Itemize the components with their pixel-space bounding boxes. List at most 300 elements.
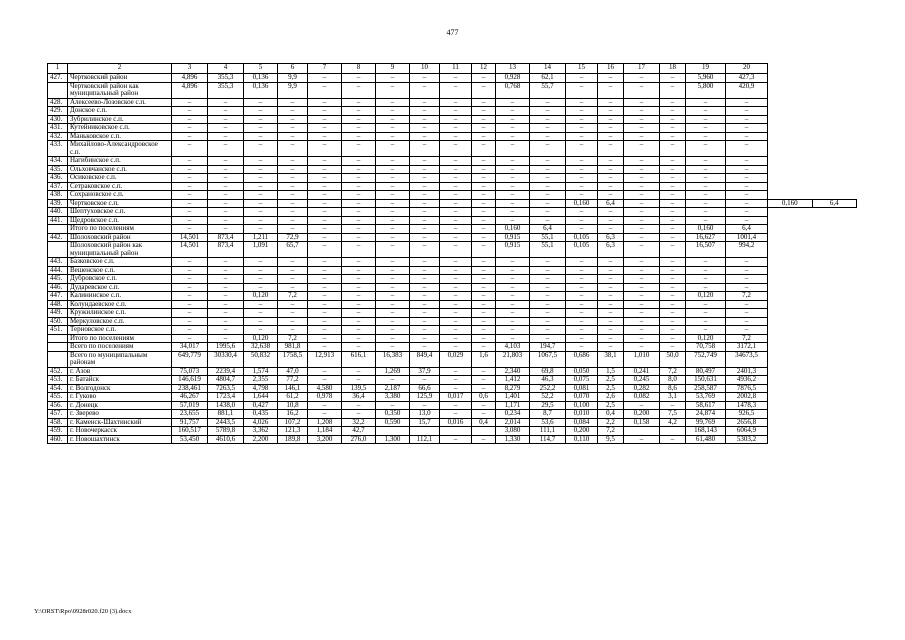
table-cell: 69,8 [530, 367, 566, 376]
table-cell: – [376, 132, 410, 141]
table-cell: 61,480 [686, 435, 726, 444]
table-cell: – [472, 326, 496, 335]
table-cell: 37,9 [410, 367, 440, 376]
row-name: Колундаевское с.п. [68, 300, 172, 309]
table-cell: – [278, 266, 308, 275]
table-cell: – [440, 266, 472, 275]
table-cell [376, 427, 410, 436]
table-cell: – [598, 283, 624, 292]
table-cell: – [278, 165, 308, 174]
table-cell: – [376, 233, 410, 242]
table-cell: 276,0 [342, 435, 376, 444]
table-cell: 160,517 [172, 427, 208, 436]
table-cell: – [308, 292, 342, 301]
table-cell: – [686, 283, 726, 292]
table-cell: – [440, 174, 472, 183]
row-number: 444. [48, 266, 68, 275]
column-header: 14 [530, 64, 566, 74]
table-cell: 1067,5 [530, 351, 566, 367]
row-name: Осиковское с.п. [68, 174, 172, 183]
table-cell: – [244, 283, 278, 292]
table-cell: 1723,4 [208, 393, 244, 402]
table-cell: – [496, 208, 530, 217]
table-cell: 0,915 [496, 233, 530, 242]
table-cell: 0,081 [566, 384, 598, 393]
table-row [48, 334, 857, 343]
table-cell: 7,2 [278, 292, 308, 301]
table-cell: – [726, 132, 768, 141]
table-cell: – [208, 191, 244, 200]
table-cell: – [208, 275, 244, 284]
table-cell: – [440, 292, 472, 301]
table-cell: 21,803 [496, 351, 530, 367]
table-cell: – [472, 300, 496, 309]
table-cell: – [726, 309, 768, 318]
table-cell: – [308, 74, 342, 83]
table-cell [472, 427, 496, 436]
table-cell: – [598, 216, 624, 225]
row-name: Нагибинское с.п. [68, 157, 172, 166]
table-cell: – [308, 376, 342, 385]
table-cell: – [496, 326, 530, 335]
table-cell: – [342, 317, 376, 326]
table-cell: – [598, 115, 624, 124]
table-cell: – [410, 334, 440, 343]
table-cell: – [726, 266, 768, 275]
table-cell: 194,7 [530, 343, 566, 352]
table-cell: – [308, 242, 342, 258]
table-cell: – [660, 300, 686, 309]
table-cell: – [496, 266, 530, 275]
table-cell: – [376, 124, 410, 133]
table-cell: – [208, 141, 244, 157]
table-cell: 5,960 [686, 74, 726, 83]
table-cell: – [624, 199, 660, 208]
table-cell: 752,749 [686, 351, 726, 367]
table-cell: – [208, 334, 244, 343]
table-cell: – [410, 115, 440, 124]
table-cell: 0,120 [686, 334, 726, 343]
table-cell: – [530, 309, 566, 318]
table-cell: – [342, 410, 376, 419]
table-cell: – [342, 82, 376, 98]
row-name: г. Новочеркасск [68, 427, 172, 436]
row-number: 446. [48, 283, 68, 292]
table-cell: – [308, 334, 342, 343]
table-cell: 0,160 [496, 225, 530, 234]
table-header-row [48, 64, 857, 74]
table-cell: – [410, 275, 440, 284]
row-name: г. Азов [68, 367, 172, 376]
table-cell: – [342, 367, 376, 376]
row-number: 457. [48, 410, 68, 419]
table-cell: 12,913 [308, 351, 342, 367]
table-cell: – [278, 98, 308, 107]
table-cell: – [660, 292, 686, 301]
table-cell: – [342, 258, 376, 267]
table-cell: 2,6 [598, 393, 624, 402]
table-cell: – [308, 258, 342, 267]
table-cell: – [660, 132, 686, 141]
table-cell: – [342, 275, 376, 284]
table-cell: – [410, 401, 440, 410]
table-cell: 1001,4 [726, 233, 768, 242]
table-cell: – [172, 317, 208, 326]
table-cell: – [660, 182, 686, 191]
table-cell: – [410, 216, 440, 225]
table-cell: – [496, 275, 530, 284]
table-cell: – [598, 300, 624, 309]
table-cell: – [598, 157, 624, 166]
table-cell: – [472, 317, 496, 326]
table-cell: – [624, 208, 660, 217]
table-cell: – [472, 275, 496, 284]
table-cell: – [244, 275, 278, 284]
table-cell: – [598, 326, 624, 335]
table-cell: 881,1 [208, 410, 244, 419]
table-cell: – [566, 309, 598, 318]
table-cell: 355,3 [208, 82, 244, 98]
column-header: 11 [440, 64, 472, 74]
table-cell: – [660, 233, 686, 242]
table-cell: 0,136 [244, 74, 278, 83]
table-row [48, 384, 857, 393]
table-cell: – [244, 191, 278, 200]
table-cell: – [244, 326, 278, 335]
table-cell: 4,896 [172, 82, 208, 98]
table-cell: – [410, 292, 440, 301]
table-cell: 1,010 [624, 351, 660, 367]
table-cell: 5303,2 [726, 435, 768, 444]
table-cell: – [624, 401, 660, 410]
table-cell: – [308, 208, 342, 217]
table-cell: – [308, 132, 342, 141]
table-cell: – [530, 258, 566, 267]
table-cell: – [440, 182, 472, 191]
table-cell: 16,627 [686, 233, 726, 242]
row-name: Шолоховский район как муниципальный район [68, 242, 172, 258]
table-cell: – [376, 174, 410, 183]
table-cell: 0,234 [496, 410, 530, 419]
table-cell: – [278, 199, 308, 208]
table-cell: – [530, 275, 566, 284]
row-name: Шолоховский район [68, 233, 172, 242]
table-cell: – [726, 115, 768, 124]
table-cell: – [566, 292, 598, 301]
table-row [48, 343, 857, 352]
table-cell: 29,5 [530, 401, 566, 410]
table-cell: – [598, 258, 624, 267]
table-cell: – [278, 317, 308, 326]
table-cell: – [686, 157, 726, 166]
table-cell: – [624, 292, 660, 301]
table-cell: – [686, 182, 726, 191]
table-cell: 57,019 [172, 401, 208, 410]
table-row [48, 208, 857, 217]
table-cell: 1,5 [598, 367, 624, 376]
table-cell: 150,631 [686, 376, 726, 385]
table-cell: – [440, 233, 472, 242]
table-cell: – [660, 174, 686, 183]
table-cell: – [530, 300, 566, 309]
table-cell: – [308, 266, 342, 275]
table-cell: 616,1 [342, 351, 376, 367]
table-cell: – [598, 208, 624, 217]
table-row [48, 74, 857, 83]
row-name: Итого по поселениям [68, 225, 172, 234]
table-cell: – [660, 98, 686, 107]
table-cell: – [686, 124, 726, 133]
table-cell: – [566, 174, 598, 183]
table-cell: – [496, 115, 530, 124]
table-cell: – [342, 225, 376, 234]
table-cell: 58,617 [686, 401, 726, 410]
table-cell: – [530, 216, 566, 225]
table-cell: – [244, 98, 278, 107]
table-cell: – [278, 107, 308, 116]
table-cell: – [686, 216, 726, 225]
table-cell: – [496, 309, 530, 318]
table-cell: – [472, 98, 496, 107]
table-cell: – [598, 292, 624, 301]
table-cell: – [278, 208, 308, 217]
table-cell: – [566, 334, 598, 343]
table-cell: 3,200 [308, 435, 342, 444]
table-cell: – [496, 165, 530, 174]
table-cell: 4,2 [660, 418, 686, 427]
table-cell: 8,0 [660, 376, 686, 385]
table-cell: 16,383 [376, 351, 410, 367]
table-cell: 13,0 [410, 410, 440, 419]
table-cell: – [472, 367, 496, 376]
table-cell: – [208, 292, 244, 301]
row-name: Михайлово-Александровское с.п. [68, 141, 172, 157]
table-cell: – [376, 242, 410, 258]
table-cell: 34673,5 [726, 351, 768, 367]
column-header: 18 [660, 64, 686, 74]
table-row [48, 233, 857, 242]
table-cell: – [208, 98, 244, 107]
table-cell: 0,120 [244, 292, 278, 301]
table-cell: 16,507 [686, 242, 726, 258]
table-cell: – [598, 266, 624, 275]
table-cell: – [440, 343, 472, 352]
table-cell: – [598, 82, 624, 98]
table-cell: 1,211 [244, 233, 278, 242]
table-cell: 2239,4 [208, 367, 244, 376]
table-cell: – [376, 258, 410, 267]
table-cell: – [624, 309, 660, 318]
table-cell: – [496, 174, 530, 183]
table-cell: – [566, 300, 598, 309]
table-cell: 7,2 [726, 334, 768, 343]
table-cell: 42,7 [342, 427, 376, 436]
table-cell: 70,758 [686, 343, 726, 352]
table-cell: – [244, 317, 278, 326]
table-cell: 1,412 [496, 376, 530, 385]
table-cell: – [472, 74, 496, 83]
table-cell: – [530, 132, 566, 141]
row-number: 438. [48, 191, 68, 200]
row-name: г. Каменск-Шахтинский [68, 418, 172, 427]
table-cell: – [376, 191, 410, 200]
table-cell: – [686, 165, 726, 174]
table-cell: – [278, 283, 308, 292]
table-cell: – [376, 309, 410, 318]
row-name: Маньковское с.п. [68, 132, 172, 141]
table-cell: – [208, 225, 244, 234]
row-name: Зубрилинское с.п. [68, 115, 172, 124]
table-cell: – [530, 191, 566, 200]
table-cell: 0,100 [566, 401, 598, 410]
row-number: 429. [48, 107, 68, 116]
table-cell: – [342, 107, 376, 116]
table-cell: 9,9 [278, 74, 308, 83]
table-cell: – [410, 309, 440, 318]
table-cell: – [172, 283, 208, 292]
table-cell: – [244, 124, 278, 133]
table-cell: 125,9 [410, 393, 440, 402]
table-cell: – [472, 208, 496, 217]
table-cell: 7,2 [726, 292, 768, 301]
row-number: 432. [48, 132, 68, 141]
table-cell: 2,200 [244, 435, 278, 444]
table-cell: – [244, 141, 278, 157]
table-cell: – [410, 225, 440, 234]
table-cell: – [342, 165, 376, 174]
table-row [48, 326, 857, 335]
table-cell: – [308, 165, 342, 174]
row-number: 434. [48, 157, 68, 166]
table-cell: – [342, 242, 376, 258]
table-cell: 72,9 [278, 233, 308, 242]
table-cell: 1,208 [308, 418, 342, 427]
table-cell: – [726, 98, 768, 107]
table-cell: – [660, 124, 686, 133]
table-cell: – [342, 292, 376, 301]
table-cell: – [244, 107, 278, 116]
table-cell: – [472, 435, 496, 444]
table-cell: – [496, 334, 530, 343]
table-cell: – [308, 182, 342, 191]
table-cell: – [726, 124, 768, 133]
table-cell: – [598, 225, 624, 234]
table-cell: – [308, 124, 342, 133]
table-cell: – [376, 199, 410, 208]
table-cell: – [244, 199, 278, 208]
table-cell: 3,1 [660, 393, 686, 402]
table-cell: – [278, 174, 308, 183]
table-cell: – [244, 208, 278, 217]
table-cell: – [208, 182, 244, 191]
table-cell: – [208, 157, 244, 166]
table-cell: – [726, 283, 768, 292]
table-cell: – [244, 174, 278, 183]
row-number: 456. [48, 401, 68, 410]
row-name: Сетраковское с.п. [68, 182, 172, 191]
column-header: 10 [410, 64, 440, 74]
table-cell: – [660, 107, 686, 116]
table-cell: 0,110 [566, 435, 598, 444]
table-cell: 1,401 [496, 393, 530, 402]
table-cell: – [440, 410, 472, 419]
table-cell: – [598, 182, 624, 191]
table-cell: 15,7 [410, 418, 440, 427]
row-name: Ольховчанское с.п. [68, 165, 172, 174]
table-cell: – [686, 199, 726, 208]
table-cell: 10,8 [278, 401, 308, 410]
table-cell: – [376, 334, 410, 343]
table-cell: 7,2 [278, 334, 308, 343]
row-number: 433. [48, 141, 68, 157]
row-number: 453. [48, 376, 68, 385]
table-cell: – [472, 124, 496, 133]
table-cell: – [172, 309, 208, 318]
table-cell [624, 427, 660, 436]
table-row [48, 82, 857, 98]
table-cell: – [598, 343, 624, 352]
table-cell: – [308, 300, 342, 309]
table-cell: – [440, 124, 472, 133]
table-cell: 46,267 [172, 393, 208, 402]
table-cell: – [624, 275, 660, 284]
table-cell: – [598, 165, 624, 174]
table-cell: 0,105 [566, 242, 598, 258]
table-cell: – [308, 141, 342, 157]
table-cell: – [530, 283, 566, 292]
table-cell: 2443,5 [208, 418, 244, 427]
table-cell: – [342, 266, 376, 275]
row-number [48, 343, 68, 352]
table-cell: – [376, 266, 410, 275]
table-cell: – [624, 233, 660, 242]
table-cell: – [208, 258, 244, 267]
row-name: Чертковское с.п. [68, 199, 172, 208]
table-cell: – [726, 258, 768, 267]
table-cell: 24,874 [686, 410, 726, 419]
column-header: 6 [278, 64, 308, 74]
table-cell: 8,6 [660, 384, 686, 393]
table-cell: – [566, 157, 598, 166]
table-cell: – [342, 157, 376, 166]
row-name: Дубровское с.п. [68, 275, 172, 284]
table-cell: 16,2 [278, 410, 308, 419]
row-number: 455. [48, 393, 68, 402]
table-cell: – [566, 275, 598, 284]
table-cell: – [472, 384, 496, 393]
table-cell: 99,769 [686, 418, 726, 427]
table-cell: – [624, 107, 660, 116]
table-cell: – [308, 401, 342, 410]
table-cell: – [278, 216, 308, 225]
table-cell: – [472, 174, 496, 183]
table-cell: – [598, 74, 624, 83]
table-row [48, 107, 857, 116]
table-cell: – [496, 258, 530, 267]
table-cell: 1,574 [244, 367, 278, 376]
table-cell: 0,010 [566, 410, 598, 419]
table-cell: – [342, 141, 376, 157]
table-cell: 2401,3 [726, 367, 768, 376]
table-cell: – [660, 317, 686, 326]
table-cell: – [530, 107, 566, 116]
table-cell: – [244, 225, 278, 234]
table-cell: 0,427 [244, 401, 278, 410]
table-row [48, 199, 857, 208]
table-cell: – [530, 98, 566, 107]
table-cell: – [376, 300, 410, 309]
table-cell: – [686, 317, 726, 326]
